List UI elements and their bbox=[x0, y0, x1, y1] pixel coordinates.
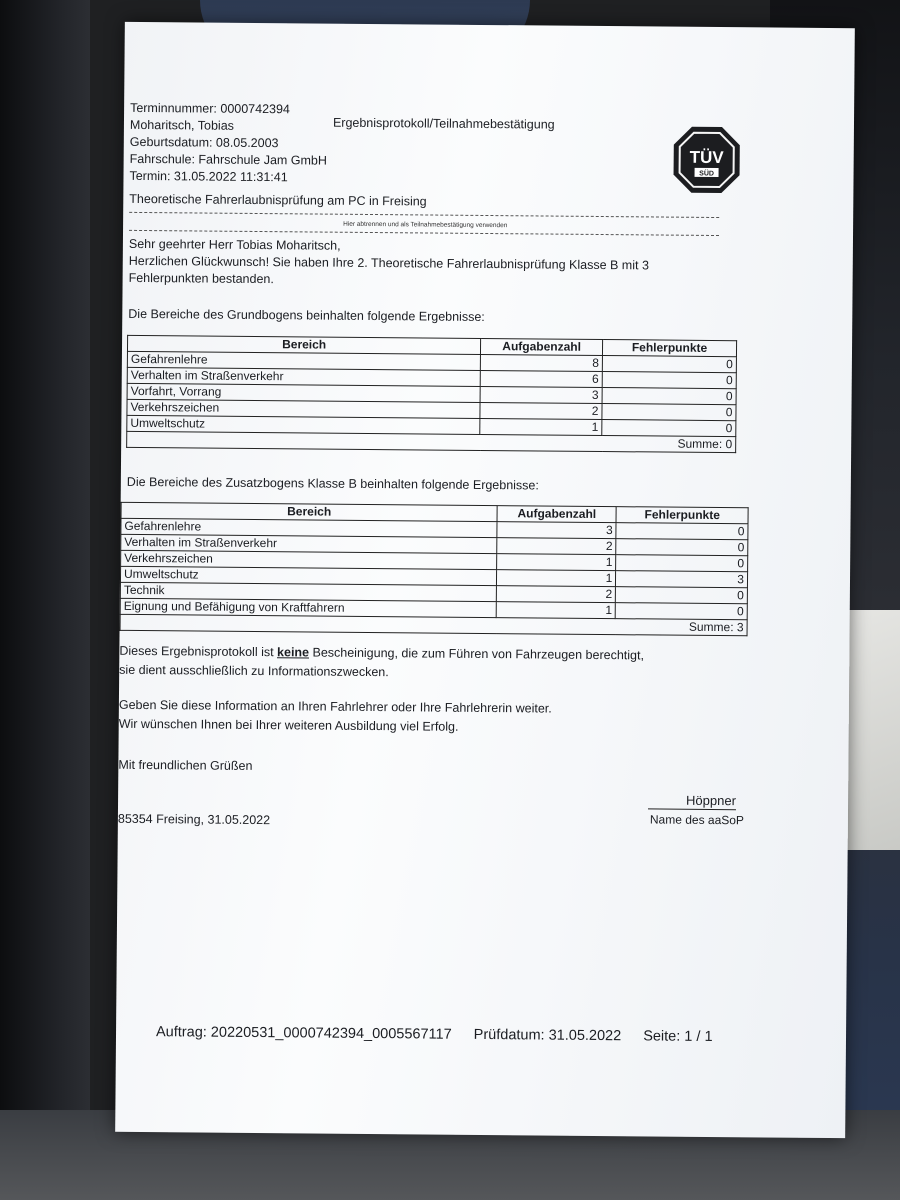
termin-number: Terminnummer: 0000742394 bbox=[130, 100, 290, 117]
zusatzbogen-intro: Die Bereiche des Zusatzbogens Klasse B beinhalten folgende Ergebnisse: bbox=[126, 474, 539, 493]
error-points: 0 bbox=[602, 420, 736, 437]
area-name: Gefahrenlehre bbox=[127, 351, 480, 370]
tuv-sued-logo bbox=[671, 125, 742, 196]
forward-line-1: Geben Sie diese Information an Ihren Fahrlehrer oder Ihre Fahrlehrerin weiter. bbox=[118, 697, 552, 716]
forward-note bbox=[119, 696, 719, 739]
signature-name: Höppner bbox=[648, 792, 736, 810]
error-points: 0 bbox=[602, 356, 736, 373]
area-name: Vorfahrt, Vorrang bbox=[127, 383, 480, 402]
congratulation-text: Herzlichen Glückwunsch! Sie haben Ihre 2. Theoretische Fahrerlaubnisprüfung Klasse B mit 3 Fehlerpunkten bestanden. bbox=[128, 253, 650, 287]
disclaimer-keyword: keine bbox=[277, 645, 310, 660]
cut-line bbox=[129, 212, 719, 218]
error-points: 0 bbox=[616, 523, 748, 540]
area-name: Verhalten im Straßenverkehr bbox=[127, 367, 480, 386]
error-points: 0 bbox=[616, 555, 748, 572]
task-count: 3 bbox=[497, 522, 616, 539]
candidate-name: Moharitsch, Tobias bbox=[129, 117, 235, 133]
salutation: Sehr geehrter Herr Tobias Moharitsch, bbox=[128, 236, 341, 253]
area-name: Gefahrenlehre bbox=[121, 518, 497, 537]
task-count: 8 bbox=[481, 354, 603, 371]
task-count: 2 bbox=[497, 538, 616, 555]
task-count: 6 bbox=[480, 370, 602, 387]
task-count: 2 bbox=[480, 402, 602, 419]
exam-date: Prüfdatum: 31.05.2022 bbox=[473, 1026, 622, 1045]
exam-title: Theoretische Fahrerlaubnisprüfung am PC in Freising bbox=[129, 191, 427, 209]
disclaimer bbox=[119, 642, 719, 685]
area-name: Technik bbox=[120, 582, 496, 601]
error-points: 0 bbox=[602, 388, 736, 405]
area-name: Umweltschutz bbox=[127, 415, 480, 434]
area-name: Verhalten im Straßenverkehr bbox=[121, 534, 497, 553]
task-count: 1 bbox=[480, 418, 602, 435]
task-count: 1 bbox=[497, 554, 616, 571]
closing: Mit freundlichen Grüßen bbox=[118, 757, 253, 773]
forward-line-2: Wir wünschen Ihnen bei Ihrer weiteren Ausbildung viel Erfolg. bbox=[118, 716, 459, 734]
disclaimer-after: Bescheinigung, die zum Führen von Fahrzeugen berechtigt, bbox=[308, 645, 645, 663]
area-name: Eignung und Befähigung von Kraftfahrern bbox=[120, 598, 496, 617]
error-points: 0 bbox=[602, 404, 736, 421]
task-count: 1 bbox=[497, 570, 616, 587]
result-document bbox=[115, 22, 855, 1138]
signature-role: Name des aaSoP bbox=[649, 812, 745, 828]
grundbogen-intro: Die Bereiche des Grundbogens beinhalten folgende Ergebnisse: bbox=[128, 306, 485, 324]
area-name: Verkehrszeichen bbox=[127, 399, 480, 418]
task-count: 2 bbox=[497, 586, 616, 603]
order-number: Auftrag: 20220531_0000742394_0005567117 bbox=[155, 1024, 452, 1043]
greeting-block bbox=[129, 236, 729, 292]
task-count: 1 bbox=[496, 602, 615, 619]
disclaimer-before: Dieses Ergebnisprotokoll ist bbox=[119, 643, 278, 660]
error-points: 0 bbox=[616, 587, 748, 604]
page-number: Seite: 1 / 1 bbox=[643, 1028, 713, 1046]
driving-school: Fahrschule: Fahrschule Jam GmbH bbox=[129, 151, 328, 168]
error-points: 0 bbox=[602, 372, 736, 389]
area-name: Umweltschutz bbox=[120, 566, 496, 585]
header-bereich: Bereich bbox=[121, 502, 497, 521]
zusatzbogen-table bbox=[120, 502, 749, 636]
disclaimer-line-2: sie dient ausschließlich zu Informationszwecken. bbox=[119, 662, 389, 680]
appointment-time: Termin: 31.05.2022 11:31:41 bbox=[129, 168, 288, 185]
car-interior-left bbox=[0, 0, 90, 1200]
grundbogen-table bbox=[126, 335, 737, 453]
logo-subtext: SÜD bbox=[699, 170, 714, 178]
place-date: 85354 Freising, 31.05.2022 bbox=[117, 811, 271, 828]
document-footer bbox=[156, 1024, 713, 1045]
header-fehlerpunkte: Fehlerpunkte bbox=[602, 340, 736, 357]
error-points: 0 bbox=[615, 603, 747, 620]
candidate-header bbox=[129, 100, 327, 187]
error-sum: Summe: 3 bbox=[120, 614, 747, 635]
document-title: Ergebnisprotokoll/Teilnahmebestätigung bbox=[332, 115, 555, 132]
header-bereich: Bereich bbox=[127, 335, 480, 354]
birth-date: Geburtsdatum: 08.05.2003 bbox=[129, 134, 279, 151]
error-sum: Summe: 0 bbox=[127, 431, 736, 452]
task-count: 3 bbox=[480, 386, 602, 403]
error-points: 0 bbox=[616, 539, 748, 556]
cut-note: Hier abtrennen und als Teilnahmebestätigung verwenden bbox=[343, 220, 508, 230]
header-aufgabenzahl: Aufgabenzahl bbox=[481, 338, 603, 355]
header-fehlerpunkte: Fehlerpunkte bbox=[616, 507, 748, 524]
error-points: 3 bbox=[616, 571, 748, 588]
cut-line-lower bbox=[129, 230, 719, 236]
area-name: Verkehrszeichen bbox=[121, 550, 497, 569]
logo-text: TÜV bbox=[689, 147, 724, 168]
header-aufgabenzahl: Aufgabenzahl bbox=[497, 506, 616, 523]
